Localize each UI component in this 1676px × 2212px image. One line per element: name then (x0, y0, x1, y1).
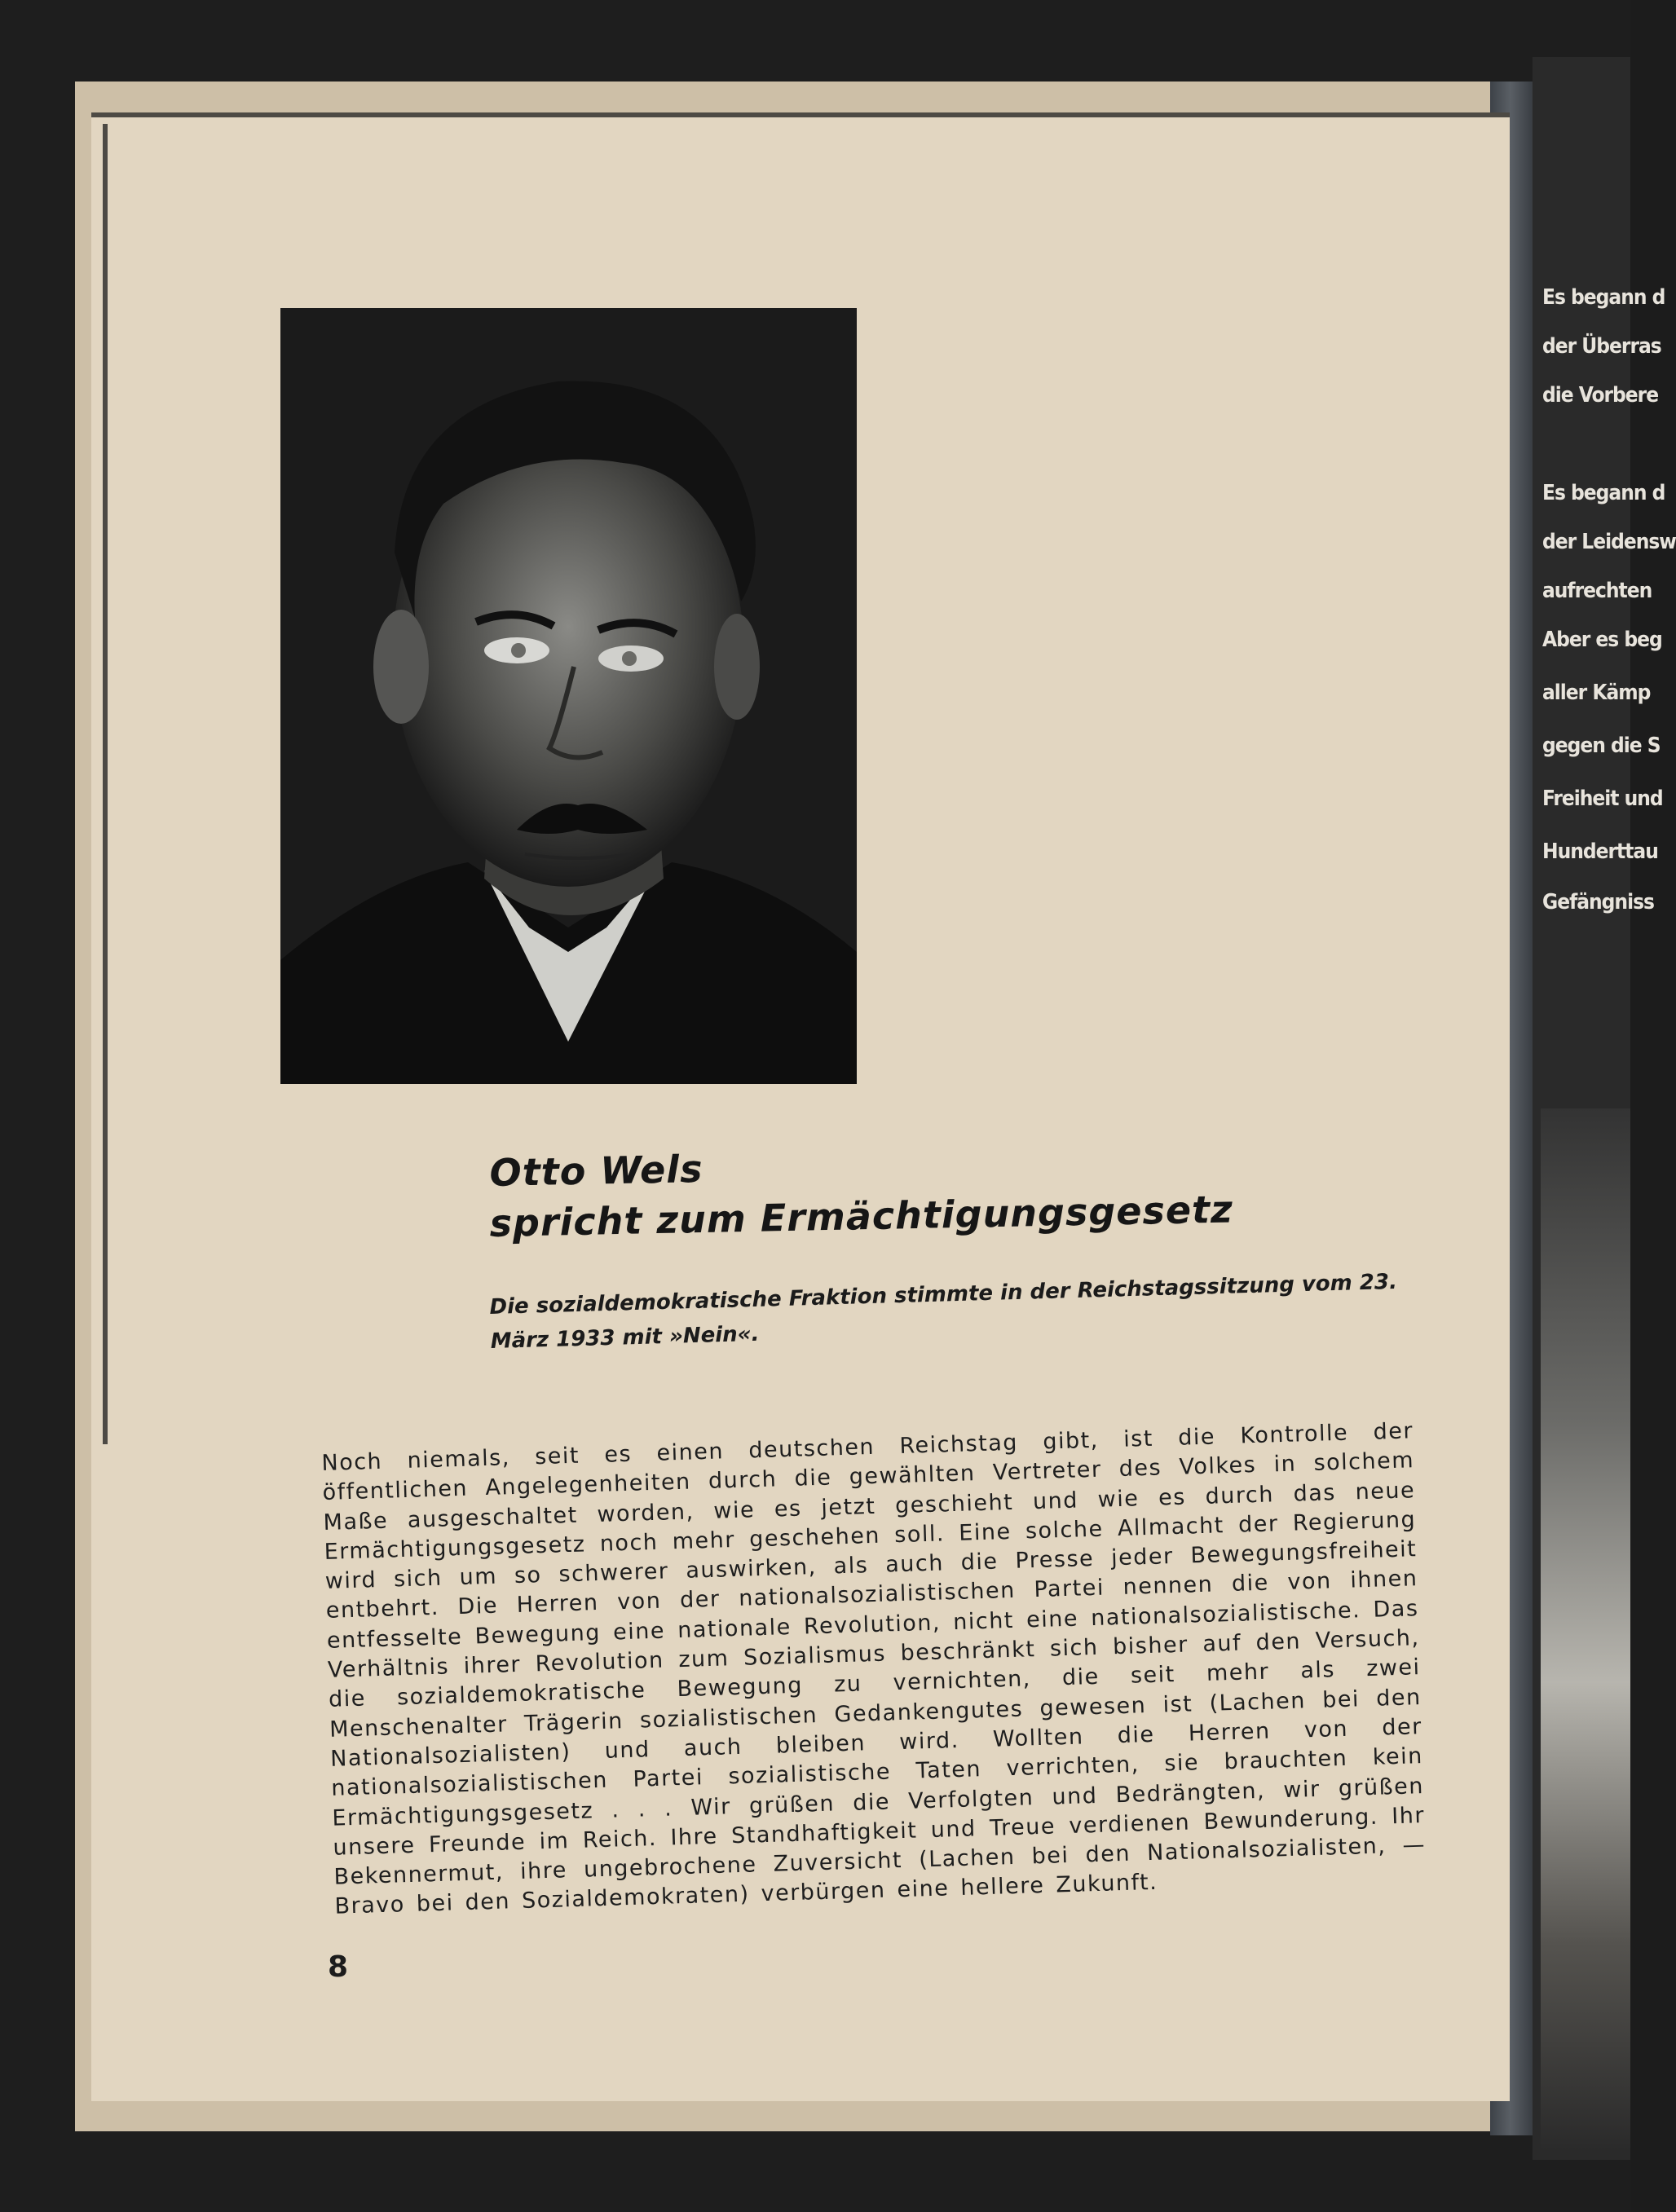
facing-page-photo (1541, 1108, 1630, 2152)
facing-line: Gefängniss (1542, 890, 1654, 914)
page-number: 8 (328, 1950, 349, 1984)
article-body: Noch niemals, seit es einen deutschen Reichstag gibt, ist die Kontrolle der öffentlichen Angelegenheiten durch die gewählten Vertreter des Volkes in solchem Maße ausgeschaltet worden, wie es jetzt geschieht und wie es durch das neue Ermächtigungsgesetz noch mehr geschehen soll. Eine solche Allmacht der Regierung wird sich um so schwerer auswirken, als auch die Presse jeder Bewegungsfreiheit entbehrt. Die Herren von der nationalsozialistischen Partei nennen die von ihnen entfesselte Bewegung eine nationale Revolution, nicht eine nationalsozialistische. Das Verhältnis ihrer Revolution zum Sozialismus beschränkt sich bisher auf den Versuch, die sozialdemokratische Bewegung zu vernichten, die seit mehr als zwei Menschenalter Trägerin sozialistischen Gedankengutes gewesen ist (Lachen bei den Nationalsozialisten) und auch bleiben wird. Wollten die Herren von der nationalsozialistischen Partei sozialistische Taten verrichten, sie brauchten kein Ermächtigungsgesetz . . . Wir grüßen die Verfolgten und Bedrängten, wir grüßen unsere Freunde im Reich. Ihre Standhaftigkeit und Treue verdienen Bewunderung. Ihr Bekennermut, ihre ungebrochene Zuversicht (Lachen bei den Nationalsozialisten, — Bravo bei den Sozialdemokraten) verbürgen eine hellere Zukunft. (321, 1418, 1427, 1920)
facing-line: Freiheit und (1542, 787, 1663, 811)
portrait-photo (280, 308, 857, 1084)
facing-line: aller Kämp (1542, 681, 1651, 705)
facing-line: aufrechten (1542, 579, 1652, 603)
facing-line: Aber es beg (1542, 628, 1662, 652)
facing-line: Es begann d (1542, 481, 1665, 505)
article-heading (489, 1148, 1304, 1249)
facing-line: Hunderttau (1542, 839, 1658, 864)
article-title-name: Otto Wels (489, 1146, 703, 1195)
facing-line: der Leidensw (1542, 530, 1676, 554)
facing-line: die Vorbere (1542, 383, 1659, 408)
facing-line: Es begann d (1542, 285, 1665, 310)
article-title-topic: spricht zum Ermächtigungsgesetz (489, 1187, 1234, 1245)
facing-line: gegen die S (1542, 734, 1661, 758)
facing-line: der Überras (1542, 334, 1661, 359)
article-subtitle: Die sozialdemokratische Fraktion stimmte in der Reichstagssitzung vom 23. März 1933 mit »Nein«. (489, 1269, 1398, 1354)
book-page (91, 112, 1510, 2101)
